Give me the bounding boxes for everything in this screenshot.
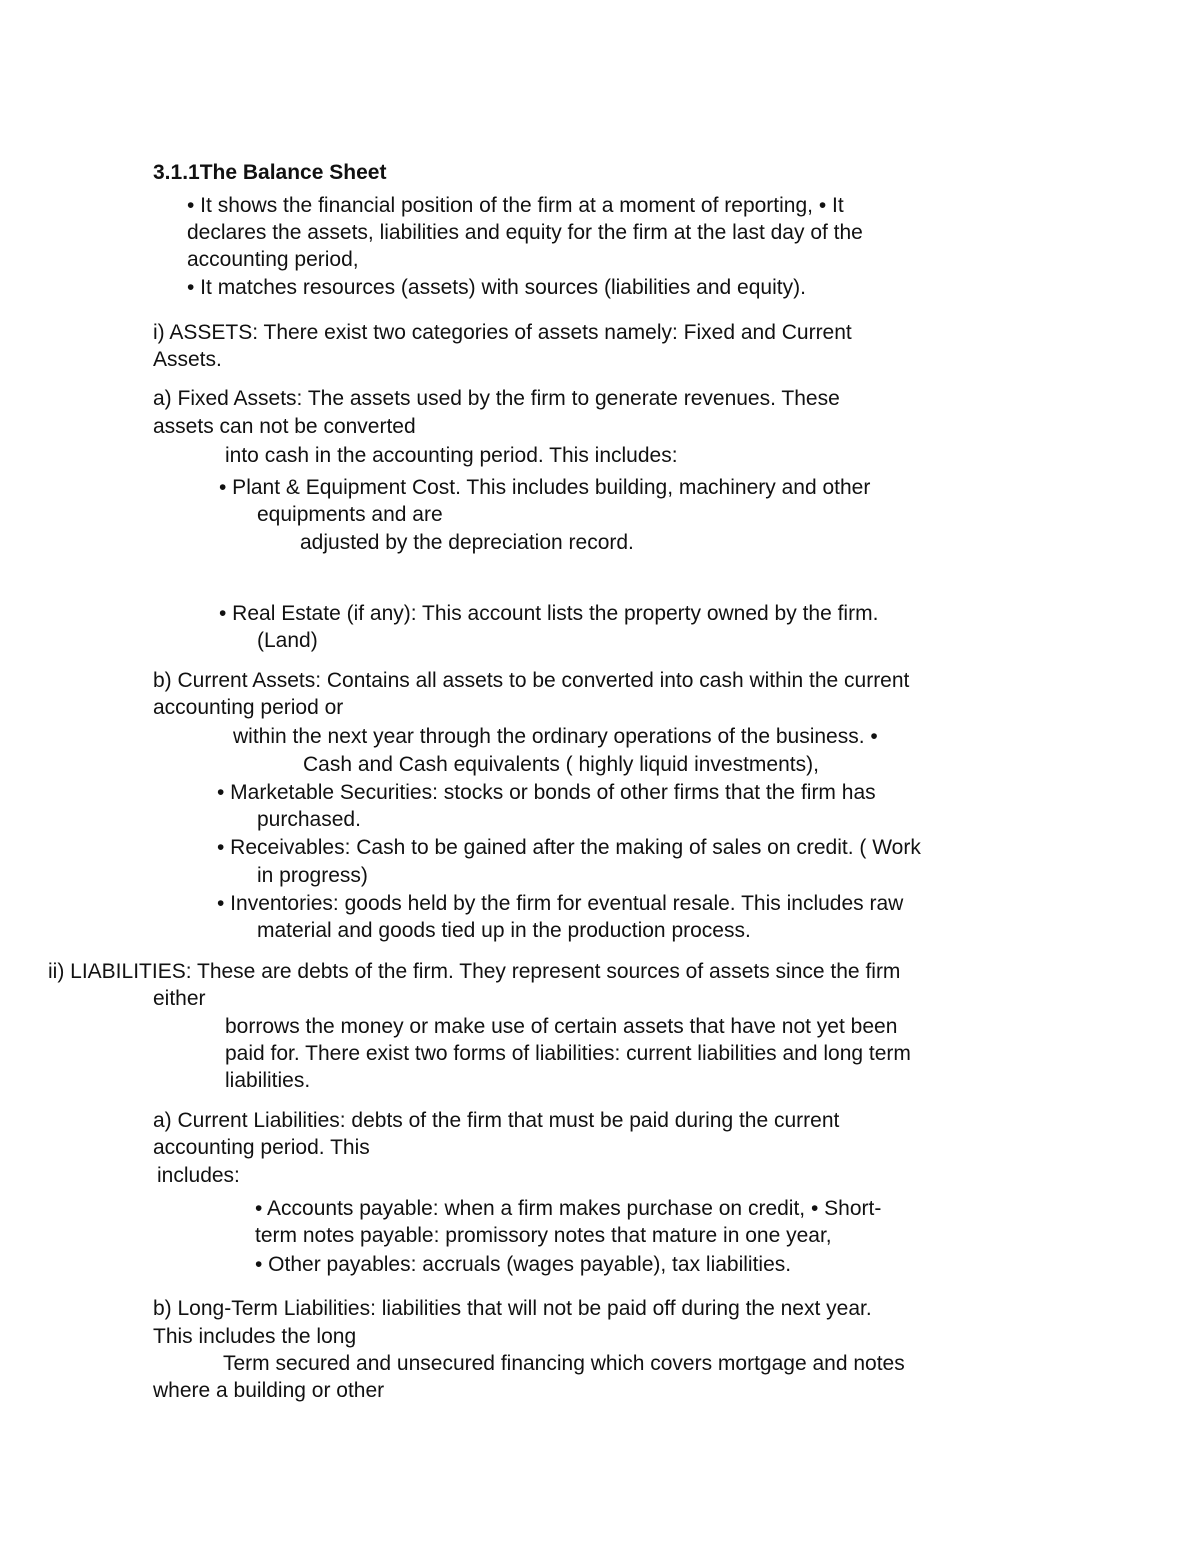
liabilities-heading: ii) LIABILITIES: These are debts of the firm. They represent sources of assets since the firm [48,960,901,983]
current-assets-line: Cash and Cash equivalents ( highly liquid investments), [303,753,819,776]
long-term-liabilities-line: b) Long-Term Liabilities: liabilities that will not be paid off during the next year. [153,1297,872,1320]
current-liabilities-line: accounting period. This [153,1136,370,1159]
long-term-liabilities-line: This includes the long [153,1325,357,1348]
fixed-assets-line: assets can not be converted [153,415,416,438]
current-liabilities-line: • Accounts payable: when a firm makes purchase on credit, • Short- [255,1197,882,1220]
current-liabilities-line: includes: [157,1164,240,1187]
liabilities-heading: borrows the money or make use of certain assets that have not yet been [225,1015,898,1038]
fixed-assets-line: equipments and are [257,503,443,526]
liabilities-heading: paid for. There exist two forms of liabilities: current liabilities and long term [225,1042,911,1065]
intro-line: • It matches resources (assets) with sources (liabilities and equity). [187,276,806,299]
liabilities-heading: liabilities. [225,1069,311,1092]
current-assets-line: accounting period or [153,696,344,719]
current-assets-line: b) Current Assets: Contains all assets to be converted into cash within the current [153,669,910,692]
section-title: 3.1.1The Balance Sheet [153,161,387,184]
fixed-assets-line: • Plant & Equipment Cost. This includes building, machinery and other [219,476,871,499]
assets-heading: Assets. [153,348,222,371]
assets-heading: i) ASSETS: There exist two categories of assets namely: Fixed and Current [153,321,852,344]
current-assets-line: material and goods tied up in the production process. [257,919,751,942]
current-assets-line: • Inventories: goods held by the firm for eventual resale. This includes raw [217,892,904,915]
current-assets-line: in progress) [257,864,368,887]
current-assets-line: • Marketable Securities: stocks or bonds of other firms that the firm has [217,781,876,804]
fixed-assets-line: • Real Estate (if any): This account lists the property owned by the firm. [219,602,879,625]
fixed-assets-line: into cash in the accounting period. This includes: [225,444,678,467]
current-liabilities-line: term notes payable: promissory notes that mature in one year, [255,1224,832,1247]
fixed-assets-line: adjusted by the depreciation record. [300,531,634,554]
intro-line: • It shows the financial position of the firm at a moment of reporting, • It [187,194,844,217]
long-term-liabilities-line: Term secured and unsecured financing which covers mortgage and notes [223,1352,905,1375]
intro-line: declares the assets, liabilities and equity for the firm at the last day of the [187,221,863,244]
current-assets-line: purchased. [257,808,361,831]
intro-line: accounting period, [187,248,359,271]
fixed-assets-line: (Land) [257,629,318,652]
current-liabilities-line: • Other payables: accruals (wages payable), tax liabilities. [255,1253,792,1276]
current-liabilities-line: a) Current Liabilities: debts of the firm that must be paid during the current [153,1109,840,1132]
fixed-assets-line: a) Fixed Assets: The assets used by the firm to generate revenues. These [153,387,840,410]
current-assets-line: within the next year through the ordinary operations of the business. • [233,725,878,748]
current-assets-line: • Receivables: Cash to be gained after the making of sales on credit. ( Work [217,836,921,859]
long-term-liabilities-line: where a building or other [153,1379,385,1402]
liabilities-heading: either [153,987,206,1010]
